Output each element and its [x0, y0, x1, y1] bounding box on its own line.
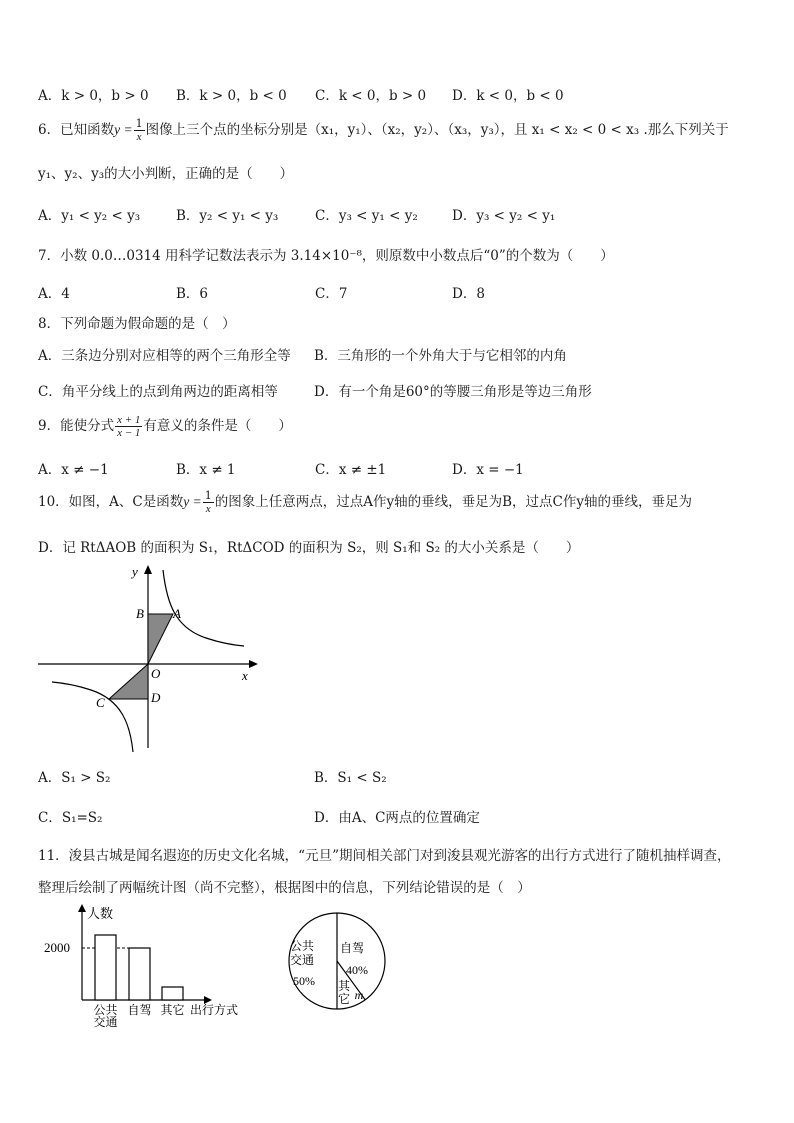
bar-y-arrow	[78, 904, 86, 912]
q5-option-d: D．k < 0，b < 0	[452, 88, 564, 104]
q6-option-d: D．y₃ < y₂ < y₁	[452, 208, 556, 224]
q9-stem: 9．能使分式 $\frac{x + 1}{x - 1}$ 有意义的条件是（ ）	[38, 414, 292, 439]
q8-option-a: A．三条边分别对应相等的两个三角形全等	[38, 348, 291, 364]
q6-option-c: C．y₃ < y₁ < y₂	[315, 208, 418, 224]
triangle-cod	[109, 664, 148, 699]
pie-slice-label: 交通	[289, 953, 315, 967]
q10-option-d: D．由A、C两点的位置确定	[314, 810, 480, 826]
bar-category-label: 其它	[160, 1003, 185, 1017]
label-a: A	[173, 606, 181, 621]
q10-stem-line1: 10．如图，A、C是函数y = $\frac{1}{x}$ 的图象上任意两点，过点A作y轴的垂线，垂足为B，过点C作y轴的垂线，垂足为	[38, 489, 693, 515]
pie-slice-pct: 50%	[293, 974, 315, 988]
q9-option-d: D．x = −1	[452, 462, 524, 478]
x-axis-arrow	[249, 660, 258, 668]
q10-option-a: A．S₁ > S₂	[38, 770, 111, 786]
bar-xlabel: 出行方式	[190, 1003, 239, 1017]
pie-slice-label: 自驾	[339, 941, 365, 955]
q10-option-b: B．S₁ < S₂	[314, 770, 387, 786]
q6-option-a: A．y₁ < y₂ < y₃	[38, 208, 141, 224]
label-d: D	[151, 690, 161, 705]
label-y: y	[132, 564, 138, 579]
triangle-aob	[148, 614, 173, 664]
q8-option-d: D．有一个角是60°的等腰三角形是等边三角形	[314, 384, 592, 400]
bar-category-label: 公共	[93, 1003, 118, 1017]
q6-option-b: B．y₂ < y₁ < y₃	[176, 208, 279, 224]
q7-option-b: B．6	[176, 286, 209, 302]
q7-stem: 7．小数 0.0…0314 用科学记数法表示为 3.14×10⁻⁸，则原数中小数点后“0”的个数为（ ）	[38, 248, 614, 264]
label-o: O	[151, 666, 161, 681]
bar-2	[162, 987, 183, 1000]
label-b: B	[136, 606, 144, 621]
bar-category-label: 交通	[93, 1015, 118, 1029]
bar-1	[129, 948, 150, 1000]
q5-option-c: C．k < 0，b > 0	[315, 88, 427, 104]
q6-stem-line2: y₁、y₂、y₃的大小判断，正确的是（ ）	[38, 166, 294, 182]
q11-pie-chart	[282, 906, 392, 1016]
q7-option-d: D．8	[452, 286, 485, 302]
label-x: x	[242, 668, 248, 683]
bar-ytick-2000: 2000	[44, 940, 70, 955]
pie-slice-pct: 40%	[346, 963, 368, 977]
pie-slice-label: 它	[337, 992, 351, 1006]
q6-fraction: $\frac{1}{x}$	[135, 117, 143, 143]
q6-stem-line1: 6．已知函数y = $\frac{1}{x}$ 图像上三个点的坐标分别是（x₁，y₁）、（x₂，y₂）、（x₃，y₃），且 x₁ < x₂ < 0 < x₃ .那么下列关于	[38, 117, 729, 143]
q7-option-a: A．4	[38, 286, 70, 302]
q8-stem: 8．下列命题为假命题的是（ ）	[38, 316, 236, 332]
q7-option-c: C．7	[315, 286, 348, 302]
pie-slice-pct: m	[354, 988, 364, 1002]
q10-stem-line2: D．记 RtΔAOB 的面积为 S₁，RtΔCOD 的面积为 S₂，则 S₁和 S₂ 的大小关系是（ ）	[38, 540, 580, 556]
bar-ylabel: 人数	[87, 906, 114, 921]
label-c: C	[96, 695, 105, 710]
q8-option-b: B．三角形的一个外角大于与它相邻的内角	[314, 348, 567, 364]
pie-slice-label: 其	[337, 979, 351, 993]
q5-option-a: A．k > 0，b > 0	[38, 88, 149, 104]
q5-option-b: B．k > 0，b < 0	[176, 88, 287, 104]
bar-0	[95, 935, 116, 1000]
q9-option-a: A．x ≠ −1	[38, 462, 109, 478]
y-axis-arrow	[144, 565, 152, 574]
q11-bar-chart	[40, 902, 270, 1032]
q9-fraction: $\frac{x + 1}{x - 1}$	[117, 414, 141, 439]
q11-stem-line1: 11．浚县古城是闻名遐迩的历史文化名城，“元旦”期间相关部门对到浚县观光游客的出行方式进行了随机抽样调查，	[38, 848, 731, 864]
q8-option-c: C．角平分线上的点到角两边的距离相等	[38, 384, 278, 400]
pie-slice-label: 公共	[289, 939, 315, 953]
q9-option-c: C．x ≠ ±1	[315, 462, 387, 478]
q10-option-c: C．S₁=S₂	[38, 810, 103, 826]
bar-category-label: 自驾	[127, 1003, 152, 1017]
q10-fraction: $\frac{1}{x}$	[204, 489, 212, 515]
q9-option-b: B．x ≠ 1	[176, 462, 236, 478]
q10-hyperbola-graph	[36, 560, 266, 756]
q11-stem-line2: 整理后绘制了两幅统计图（尚不完整），根据图中的信息，下列结论错误的是（ ）	[38, 880, 531, 896]
